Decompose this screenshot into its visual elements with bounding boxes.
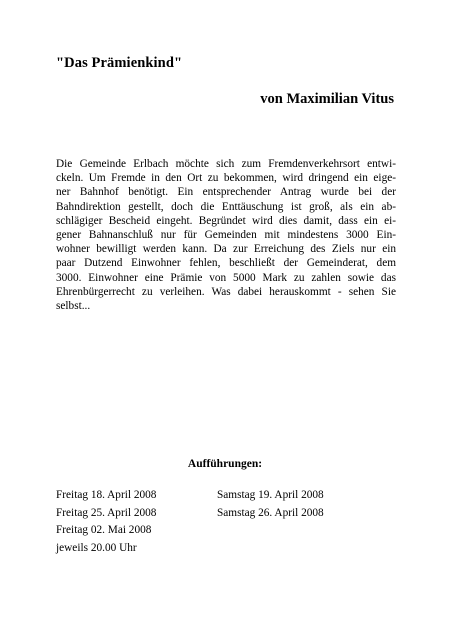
synopsis-line: Bahndirektion gestellt, doch die Enttäuschung ist groß, als ein ab- <box>56 200 396 213</box>
performances-right-column <box>217 487 324 522</box>
synopsis-line: schlägiger Bescheid eingeht. Begründet wird dies damit, dass ein ei- <box>56 214 396 227</box>
synopsis-line: ckeln. Um Fremde in den Ort zu bekommen, wird dringend ein eige- <box>56 172 396 185</box>
synopsis-line: wohner bewilligt werden kann. Da zur Erreichung des Ziels nur ein <box>56 243 396 256</box>
synopsis-line: Ehrenbürgerrecht zu verleihen. Was dabei herauskommt - sehen Sie <box>56 285 396 298</box>
synopsis-line: selbst... <box>56 299 91 312</box>
synopsis-line: paar Dutzend Einwohner fehlen, beschließt der Gemeinderat, dem <box>56 257 396 270</box>
performance-date: Samstag 26. April 2008 <box>217 506 324 519</box>
performance-date: Samstag 19. April 2008 <box>217 489 324 501</box>
synopsis-line: Die Gemeinde Erlbach möchte sich zum Fremdenverkehrsort entwi- <box>56 158 396 170</box>
performance-date: Freitag 18. April 2008 <box>56 489 157 501</box>
synopsis-paragraph <box>56 157 396 313</box>
performance-time-note: jeweils 20.00 Uhr <box>56 541 137 554</box>
performance-date: Freitag 25. April 2008 <box>56 506 157 519</box>
document-author: von Maximilian Vitus <box>260 91 394 107</box>
performance-date: Freitag 02. Mai 2008 <box>56 524 152 537</box>
performances-left-column <box>56 487 156 557</box>
performances-heading: Aufführungen: <box>187 458 263 470</box>
synopsis-line: 3000. Einwohner eine Prämie von 5000 Mark zu zahlen sowie das <box>56 271 396 284</box>
synopsis-line: gener Bahnanschluß nur für Gemeinden mit mindestens 3000 Ein- <box>56 228 396 241</box>
synopsis-line: ner Bahnhof benötigt. Ein entsprechender Antrag wurde bei der <box>56 186 396 199</box>
document-title: "Das Prämienkind" <box>56 55 183 71</box>
